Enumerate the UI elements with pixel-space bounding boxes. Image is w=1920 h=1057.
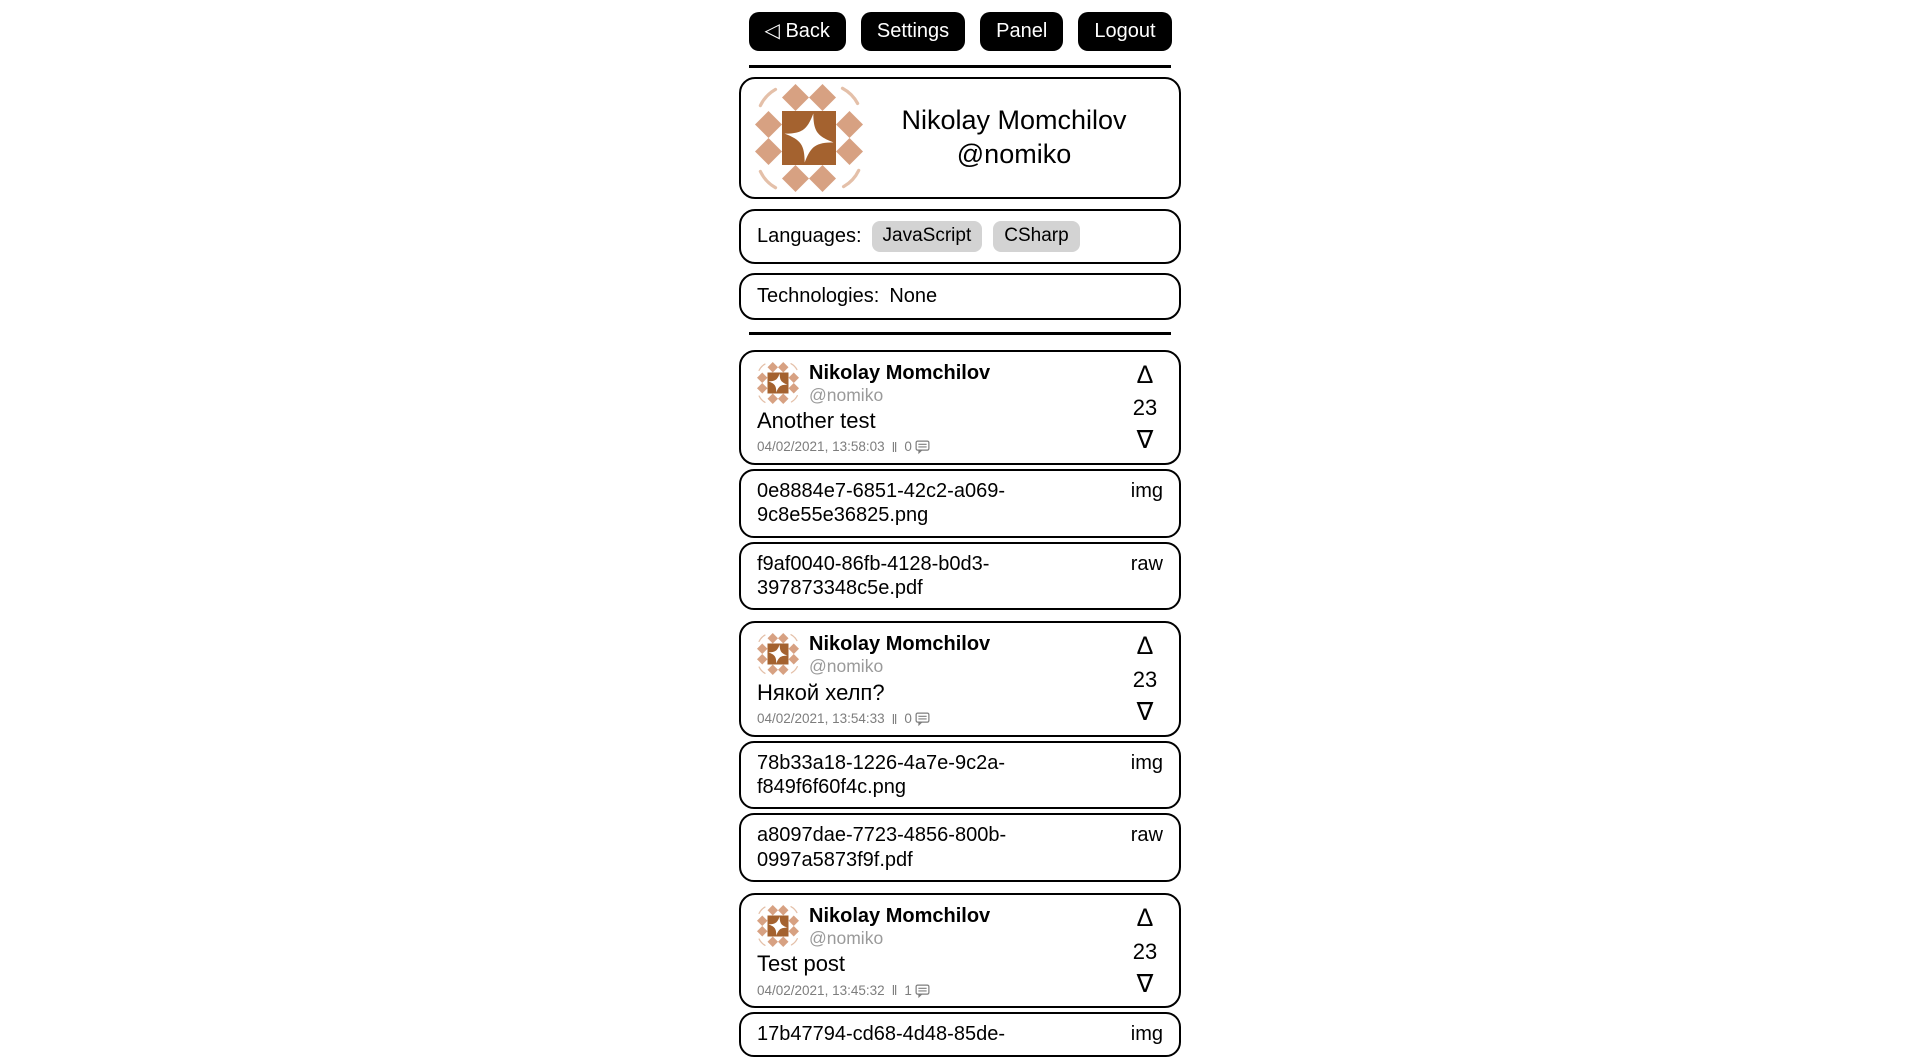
profile-card <box>739 77 1181 199</box>
vote-column <box>1119 362 1171 455</box>
post-meta <box>757 439 1119 455</box>
post-head <box>757 362 1119 405</box>
post-main <box>757 633 1119 726</box>
vote-count: 23 <box>1132 666 1158 692</box>
comment-count: 1 <box>904 982 912 998</box>
attachment-filename: 78b33a18-1226-4a7e-9c2a-f849f6f60f4c.png <box>757 751 1005 798</box>
comment-count-wrap <box>904 983 930 998</box>
vote-count: 23 <box>1132 938 1158 964</box>
back-button[interactable]: ◁ Back <box>749 12 846 51</box>
timestamp-separator: ‖ <box>891 982 898 999</box>
comment-bubble-icon <box>915 712 930 727</box>
downvote-button[interactable]: ∇ <box>1136 426 1154 455</box>
post <box>739 621 1181 882</box>
post-card[interactable] <box>739 621 1181 736</box>
post-avatar <box>757 362 799 404</box>
posts-list <box>739 350 1181 1057</box>
post <box>739 893 1181 1057</box>
attachments <box>739 469 1181 611</box>
divider <box>749 65 1171 68</box>
post-card[interactable] <box>739 350 1181 465</box>
attachment-row[interactable] <box>739 741 1181 810</box>
post-author: Nikolay Momchilov <box>809 361 991 384</box>
attachment-row[interactable] <box>739 469 1181 538</box>
logout-button[interactable]: Logout <box>1078 12 1171 51</box>
vote-column <box>1119 905 1171 998</box>
attachment-row[interactable] <box>739 813 1181 882</box>
post-timestamp: 04/02/2021, 13:45:32 <box>757 982 885 998</box>
downvote-button[interactable]: ∇ <box>1136 969 1154 998</box>
post-head <box>757 905 1119 948</box>
technologies-label: Technologies: <box>757 284 880 307</box>
comment-count-wrap <box>904 439 930 454</box>
settings-button[interactable]: Settings <box>861 12 965 51</box>
attachment-type: img <box>1130 751 1163 774</box>
attachment-row[interactable] <box>739 542 1181 611</box>
technologies-value: None <box>889 284 938 307</box>
post-title: Някой хелп? <box>757 679 885 705</box>
toolbar <box>739 12 1181 51</box>
attachment-filename: a8097dae-7723-4856-800b-0997a5873f9f.pdf <box>757 824 1007 871</box>
attachment-type: img <box>1130 1023 1163 1046</box>
identicon-avatar-icon <box>757 633 799 675</box>
divider <box>749 332 1171 335</box>
upvote-button[interactable]: Δ <box>1136 904 1154 933</box>
attachment-row[interactable] <box>739 1012 1181 1056</box>
attachment-type: raw <box>1130 552 1163 575</box>
profile-name-block <box>863 104 1165 172</box>
content-column <box>739 0 1181 1057</box>
post-avatar <box>757 905 799 947</box>
post-head <box>757 633 1119 676</box>
post-avatar <box>757 633 799 675</box>
timestamp-separator: ‖ <box>891 710 898 727</box>
upvote-button[interactable]: Δ <box>1136 360 1154 389</box>
timestamp-separator: ‖ <box>891 438 898 455</box>
post-handle: @nomiko <box>809 656 884 677</box>
identicon-avatar-icon <box>757 362 799 404</box>
comment-bubble-icon <box>915 984 930 999</box>
languages-label: Languages: <box>757 224 862 247</box>
profile-handle: @nomiko <box>956 139 1072 169</box>
languages-list <box>872 221 1080 252</box>
comment-count-wrap <box>904 711 930 726</box>
comment-count: 0 <box>904 711 912 727</box>
identicon-avatar-icon <box>757 905 799 947</box>
post-author: Nikolay Momchilov <box>809 905 991 928</box>
post <box>739 350 1181 611</box>
post-title: Test post <box>757 951 846 977</box>
language-pill: CSharp <box>993 221 1079 252</box>
attachment-type: img <box>1130 479 1163 502</box>
attachment-filename: 0e8884e7-6851-42c2-a069-9c8e55e36825.png <box>757 479 1005 527</box>
post-meta <box>757 711 1119 727</box>
post-timestamp: 04/02/2021, 13:54:33 <box>757 711 885 727</box>
vote-count: 23 <box>1132 395 1158 421</box>
profile-avatar <box>755 84 863 192</box>
attachment-filename: 17b47794-cd68-4d48-85de- <box>757 1023 1005 1046</box>
post-card[interactable] <box>739 893 1181 1008</box>
languages-card <box>739 209 1181 264</box>
vote-column <box>1119 633 1171 726</box>
profile-name: Nikolay Momchilov <box>901 105 1127 136</box>
post-main <box>757 362 1119 455</box>
post-author: Nikolay Momchilov <box>809 633 991 656</box>
downvote-button[interactable]: ∇ <box>1136 698 1154 727</box>
panel-button[interactable]: Panel <box>980 12 1063 51</box>
comment-bubble-icon <box>915 440 930 455</box>
post-timestamp: 04/02/2021, 13:58:03 <box>757 439 885 455</box>
attachments <box>739 741 1181 883</box>
attachment-type: raw <box>1130 824 1163 847</box>
upvote-button[interactable]: Δ <box>1136 632 1154 661</box>
comment-count: 0 <box>904 439 912 455</box>
post-main <box>757 905 1119 998</box>
language-pill: JavaScript <box>872 221 983 252</box>
technologies-card <box>739 273 1181 320</box>
attachment-filename: f9af0040-86fb-4128-b0d3-397873348c5e.pdf <box>757 552 990 600</box>
post-title: Another test <box>757 407 876 433</box>
post-meta <box>757 982 1119 998</box>
attachments <box>739 1012 1181 1056</box>
post-handle: @nomiko <box>809 384 884 405</box>
identicon-avatar-icon <box>755 84 863 192</box>
post-handle: @nomiko <box>809 928 884 949</box>
